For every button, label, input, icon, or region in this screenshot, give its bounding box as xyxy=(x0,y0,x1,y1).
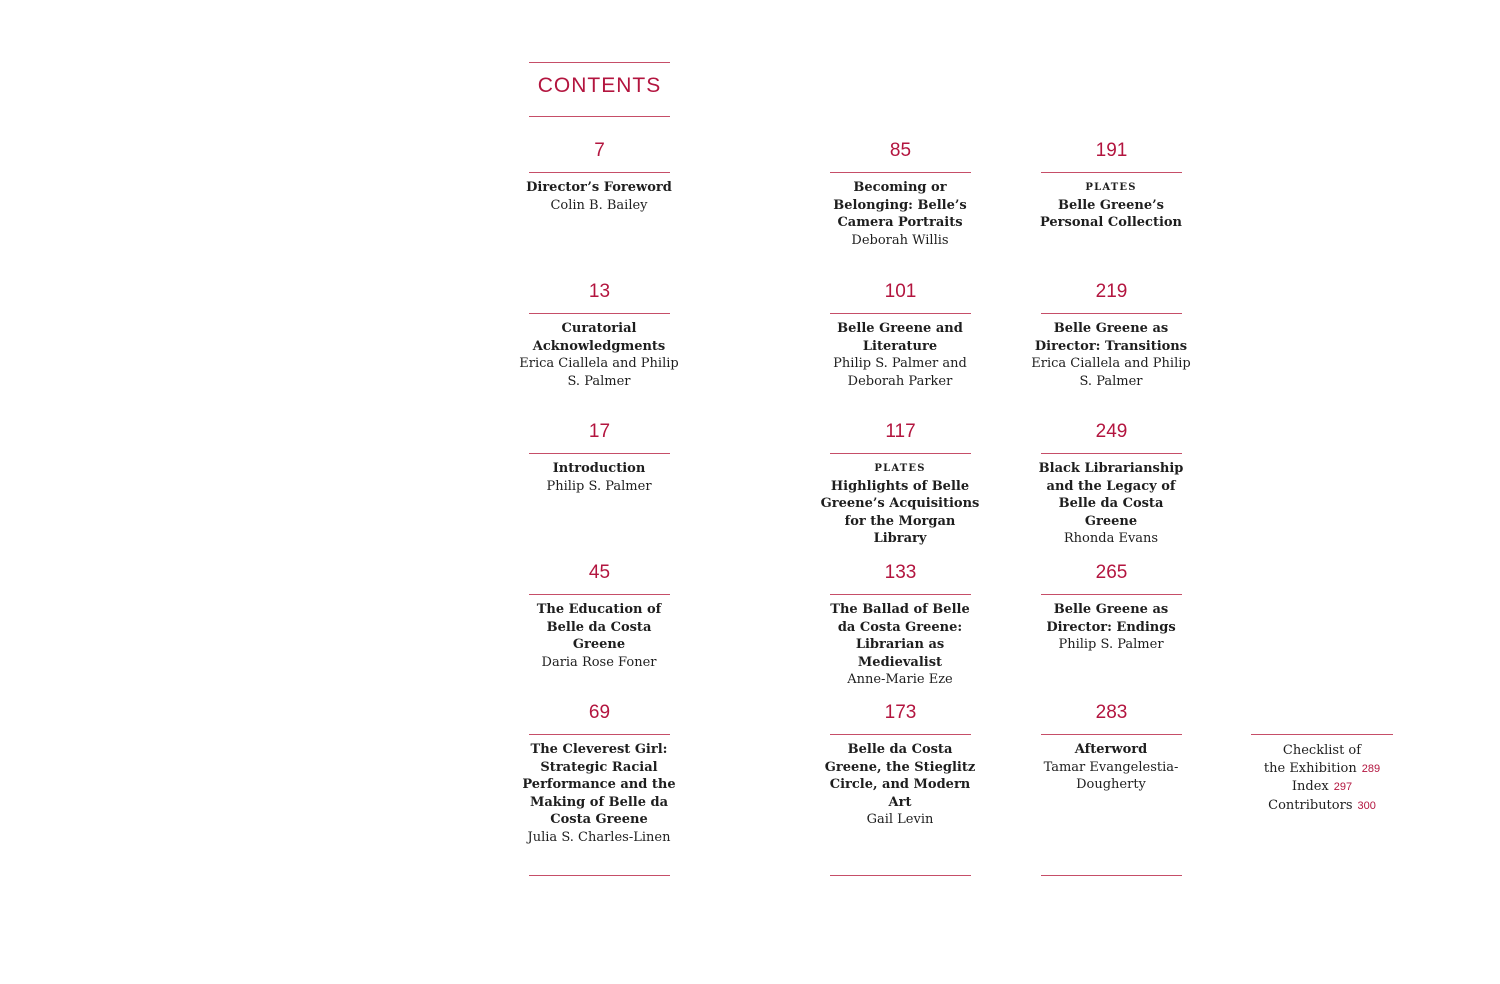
entry-author: Deborah Willis xyxy=(851,232,949,248)
entry-author: Anne-Marie Eze xyxy=(847,672,953,687)
entry-rule xyxy=(830,313,971,314)
back-matter-page: 289 xyxy=(1361,762,1381,775)
entry-author: Daria Rose Foner xyxy=(541,654,657,670)
entry-rule xyxy=(830,594,971,595)
entry-title: The Education of Belle da Costa Greene xyxy=(536,602,662,652)
entry-author: Philip S. Palmer and Deborah Parker xyxy=(833,356,967,389)
entry-title: Director’s Foreword xyxy=(526,180,672,195)
back-matter-name: Contributors xyxy=(1268,797,1353,813)
back-matter-name: Checklist of the Exhibition xyxy=(1263,743,1362,776)
back-matter-item[interactable] xyxy=(1251,778,1393,797)
entry-author: Rhonda Evans xyxy=(1063,531,1159,546)
entry-title: The Ballad of Belle da Costa Greene: Librarian as Medievalist xyxy=(830,602,970,670)
entry-title: Belle Greene as Director: Transitions xyxy=(1034,321,1188,354)
back-matter-page: 297 xyxy=(1333,781,1353,793)
entry-author: Philip S. Palmer xyxy=(1058,637,1164,652)
entry-title: Belle Greene as Director: Endings xyxy=(1046,602,1176,635)
page-number: 173 xyxy=(884,702,917,723)
toc-entry[interactable] xyxy=(519,460,679,495)
toc-entry[interactable] xyxy=(820,320,980,390)
entry-title: Becoming or Belonging: Belle’s Camera Portraits xyxy=(833,180,967,230)
toc-entry[interactable] xyxy=(519,179,679,214)
toc-entry[interactable] xyxy=(820,741,980,829)
page-number: 265 xyxy=(1095,562,1128,583)
toc-entry[interactable] xyxy=(820,179,980,249)
entry-author: Erica Ciallela and Philip S. Palmer xyxy=(519,356,679,389)
page-number: 85 xyxy=(889,140,912,161)
toc-entry[interactable] xyxy=(1031,460,1191,548)
toc-entry[interactable] xyxy=(820,601,980,689)
entry-rule xyxy=(1041,172,1182,173)
entry-author: Tamar Evangelestia-Dougherty xyxy=(1043,759,1179,792)
page-number: 191 xyxy=(1095,140,1128,161)
back-matter-page: 300 xyxy=(1357,799,1376,812)
page-title: CONTENTS xyxy=(537,74,662,97)
back-matter-name: Index xyxy=(1291,779,1329,794)
entry-title: Curatorial Acknowledgments xyxy=(532,321,666,354)
back-matter-list xyxy=(1251,742,1393,815)
entry-rule xyxy=(1041,313,1182,314)
page-number: 117 xyxy=(885,421,916,442)
heading-rule-bottom xyxy=(529,116,670,117)
entry-author: Julia S. Charles-Linen xyxy=(527,829,671,845)
page-number: 283 xyxy=(1095,702,1128,723)
back-matter-item[interactable] xyxy=(1251,742,1393,778)
page-number: 13 xyxy=(588,281,611,302)
entry-rule xyxy=(830,734,971,735)
entry-title: The Cleverest Girl: Strategic Racial Performance and the Making of Belle da Costa Greene xyxy=(522,742,676,827)
heading-rule-top xyxy=(529,62,670,63)
toc-entry[interactable] xyxy=(1031,320,1191,390)
entry-title: Belle da Costa Greene, the Stieglitz Circle, and Modern Art xyxy=(824,742,976,810)
entry-author: Erica Ciallela and Philip S. Palmer xyxy=(1031,356,1191,389)
column-end-rule xyxy=(830,875,971,876)
toc-entry[interactable] xyxy=(1031,601,1191,654)
entry-rule xyxy=(830,172,971,173)
toc-entry[interactable] xyxy=(519,741,679,846)
column-end-rule xyxy=(1041,875,1182,876)
entry-rule xyxy=(529,594,670,595)
entry-author: Colin B. Bailey xyxy=(550,197,648,213)
page-number: 133 xyxy=(884,562,917,583)
toc-entry[interactable] xyxy=(519,320,679,390)
plates-label: PLATES xyxy=(874,463,926,474)
toc-entry[interactable] xyxy=(1031,179,1191,232)
page-number: 17 xyxy=(588,421,611,442)
entry-rule xyxy=(529,172,670,173)
entry-title: Introduction xyxy=(552,461,646,476)
entry-rule xyxy=(830,453,971,454)
entry-rule xyxy=(1041,453,1182,454)
entry-title: Afterword xyxy=(1074,742,1148,757)
column-end-rule xyxy=(529,875,670,876)
plates-label: PLATES xyxy=(1085,182,1137,193)
entry-rule xyxy=(529,734,670,735)
entry-rule xyxy=(1041,594,1182,595)
page-number: 69 xyxy=(588,702,611,723)
entry-title: Highlights of Belle Greene’s Acquisitions for the Morgan Library xyxy=(820,478,980,546)
entry-title: Belle Greene and Literature xyxy=(837,321,963,354)
page-number: 249 xyxy=(1095,421,1128,442)
entry-rule xyxy=(529,313,670,314)
back-matter-item[interactable] xyxy=(1251,797,1393,816)
toc-entry[interactable] xyxy=(820,460,980,548)
back-matter-rule xyxy=(1251,734,1393,735)
entry-title: Black Librarianship and the Legacy of Belle da Costa Greene xyxy=(1038,461,1184,529)
page-number: 101 xyxy=(884,281,917,302)
page-number: 45 xyxy=(588,562,611,583)
toc-entry[interactable] xyxy=(519,601,679,671)
toc-entry[interactable] xyxy=(1031,741,1191,794)
entry-author: Gail Levin xyxy=(866,812,934,827)
page-number: 219 xyxy=(1095,281,1128,302)
entry-rule xyxy=(1041,734,1182,735)
entry-author: Philip S. Palmer xyxy=(546,478,652,494)
page-number: 7 xyxy=(594,140,605,161)
entry-title: Belle Greene’s Personal Collection xyxy=(1039,197,1183,230)
entry-rule xyxy=(529,453,670,454)
